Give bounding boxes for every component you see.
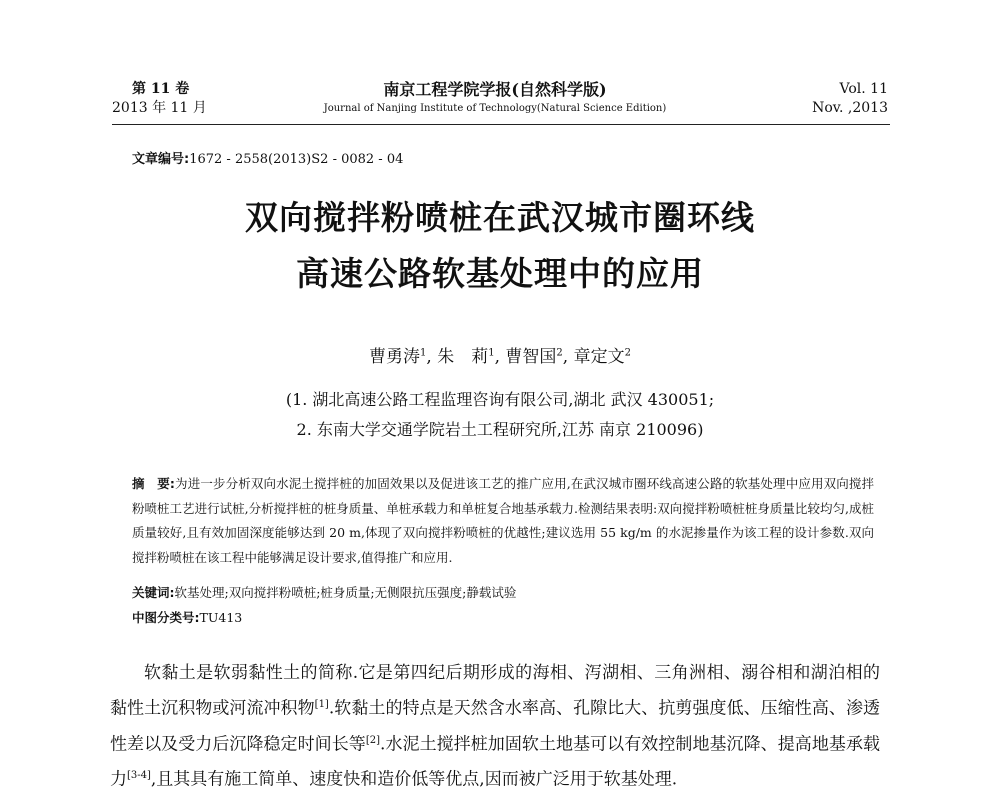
body-segment: .软黏土的特点是天然含水率高、孔隙比大、抗剪强度低、压缩性高、渗透性差以及受力后沉降稳定时间长等: [110, 698, 881, 755]
date-cn: 2013 年 11 月: [112, 100, 207, 116]
body-segment: ,且其具有施工简单、速度快和造价低等优点,因而被广泛用于软基处理.: [150, 769, 678, 790]
author-affil-mark: 1: [488, 347, 495, 359]
abstract-label: 摘 要:: [132, 476, 175, 491]
body-text: [110, 658, 880, 796]
date-en: Nov. ,2013: [812, 100, 888, 116]
keywords: [132, 583, 874, 603]
author-separator: ,: [426, 347, 432, 367]
header-left: [112, 80, 207, 118]
keywords-label: 关键词:: [132, 585, 175, 600]
volume-cn: 第 11 卷: [132, 81, 190, 97]
header-center: [300, 80, 690, 117]
classification-number: [132, 608, 874, 628]
abstract-text: 为进一步分析双向水泥土搅拌桩的加固效果以及促进该工艺的推广应用,在武汉城市圈环线高速公路的软基处理中应用双向搅拌粉喷桩工艺进行试桩,分析搅拌桩的桩身质量、单桩承载力和单桩复合地基承载力.检测结果表明:双向搅拌粉喷桩桩身质量比较均匀,成桩质量较好,且有效加固深度能够达到 20 m,体现了双向搅拌粉喷桩的优越性;建议选用 55 kg/m 的水泥掺量作为该工程的设计参数.双向搅拌粉喷桩在该工程中能够满足设计要求,值得推广和应用.: [132, 476, 875, 565]
paper-title-line-2: 高速公路软基处理中的应用: [296, 254, 704, 293]
journal-name-en: Journal of Nanjing Institute of Technology(Natural Science Edition): [323, 103, 667, 114]
author-name: 章定文: [573, 347, 625, 367]
classification-label: 中图分类号:: [132, 610, 200, 625]
author-name: 朱 莉: [437, 347, 489, 367]
author-affil-mark: 2: [556, 347, 563, 359]
article-number-value: 1672 - 2558(2013)S2 - 0082 - 04: [189, 152, 404, 167]
keywords-text: 软基处理;双向搅拌粉喷桩;桩身质量;无侧限抗压强度;静载试验: [174, 585, 517, 600]
affiliation-line-2: 2. 东南大学交通学院岩土工程研究所,江苏 南京 210096): [296, 420, 704, 439]
author-separator: ,: [562, 347, 569, 367]
abstract: [132, 472, 874, 570]
affiliation-line-1: (1. 湖北高速公路工程监理咨询有限公司,湖北 武汉 430051;: [285, 390, 715, 409]
author-separator: ,: [494, 347, 500, 367]
article-number: [132, 148, 403, 167]
journal-name-cn: 南京工程学院学报(自然科学版): [383, 80, 607, 99]
body-segment: .水泥土搅拌桩加固软土地基可以有效控制地基沉降、提高地基承载力: [110, 734, 880, 790]
article-number-label: 文章编号:: [132, 152, 190, 167]
classification-value: TU413: [199, 610, 243, 625]
citation-ref: [1]: [314, 699, 329, 710]
citation-ref: [3-4]: [127, 770, 151, 782]
author-name: 曹智国: [505, 347, 557, 367]
paper-title-line-1: 双向搅拌粉喷桩在武汉城市圈环线: [245, 198, 755, 237]
author-affil-mark: 1: [420, 347, 427, 359]
volume-en: Vol. 11: [839, 81, 888, 97]
author-name: 曹勇涛: [369, 347, 421, 367]
citation-ref: [2]: [365, 734, 380, 746]
body-segment: 软黏土是软弱黏性土的简称.它是第四纪后期形成的海相、泻湖相、三角洲相、溺谷相和湖泊相的黏性土沉积物或河流冲积物: [110, 663, 880, 719]
header-right: [812, 80, 888, 118]
author-affil-mark: 2: [624, 347, 631, 359]
author-list: [0, 342, 1000, 367]
header-rule: [112, 124, 890, 125]
body-paragraph: [110, 658, 880, 796]
